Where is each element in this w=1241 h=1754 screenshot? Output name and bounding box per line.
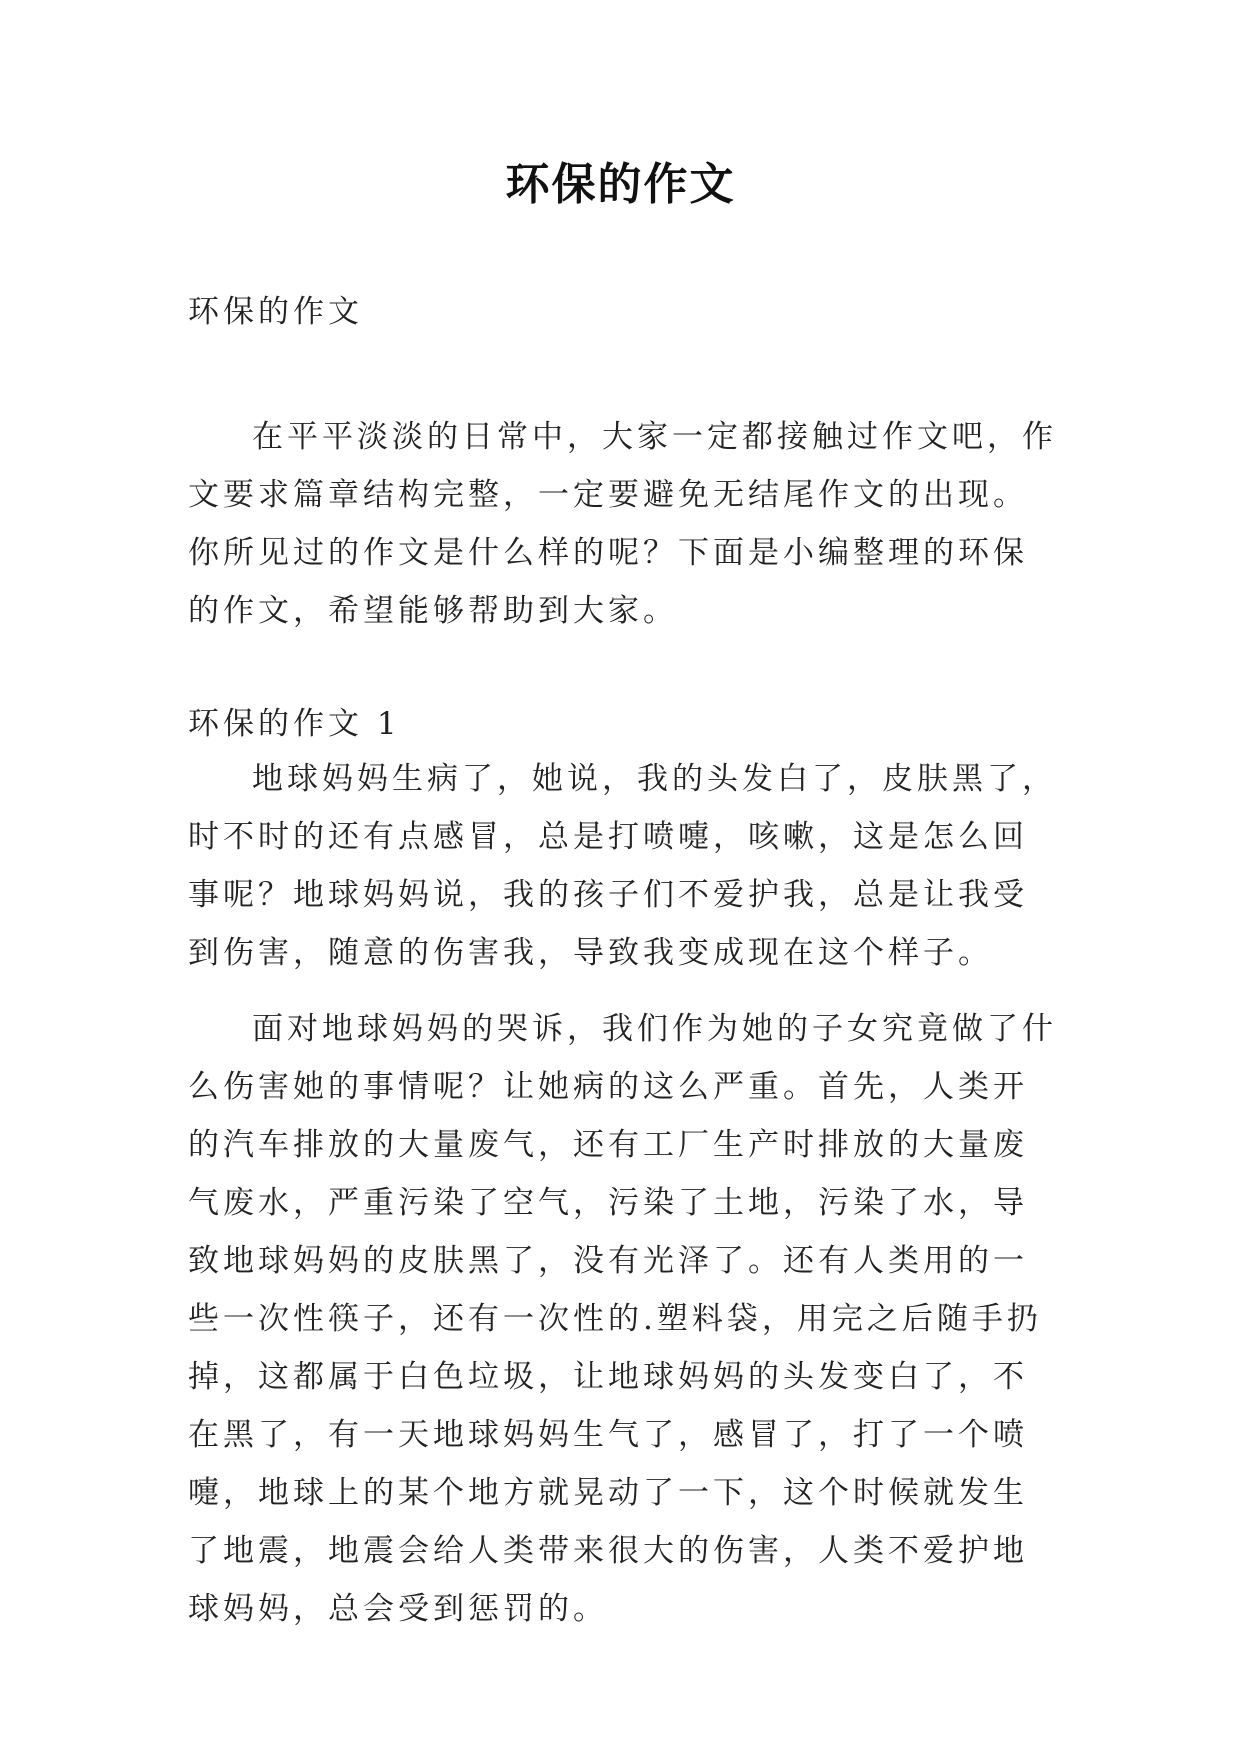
document-subtitle: 环保的作文 <box>188 294 363 330</box>
section-heading: 环保的作文 1 <box>188 706 401 742</box>
section-paragraph: 面对地球妈妈的哭诉，我们作为她的子女究竟做了什么伤害她的事情呢？让她病的这么严重。首先，人类开的汽车排放的大量废气，还有工厂生产时排放的大量废气废水，严重污染了空气，污染了土地，污染了水，导致地球妈妈的皮肤黑了，没有光泽了。还有人类用的一些一次性筷子，还有一次性的.塑料袋，用完之后随手扔掉，这都属于白色垃圾，让地球妈妈的头发变白了，不在黑了，有一天地球妈妈生气了，感冒了，打了一个喷嚏，地球上的某个地方就晃动了一下，这个时候就发生了地震，地震会给人类带来很大的伤害，人类不爱护地球妈妈，总会受到惩罚的。 <box>188 1011 1057 1627</box>
section-paragraph: 地球妈妈生病了，她说，我的头发白了，皮肤黑了，时不时的还有点感冒，总是打喷嚏，咳嗽，这是怎么回事呢？地球妈妈说，我的孩子们不爱护我，总是让我受到伤害，随意的伤害我，导致我变成现在这个样子。 <box>188 761 1057 971</box>
document-title: 环保的作文 <box>505 159 736 210</box>
intro-paragraph: 在平平淡淡的日常中，大家一定都接触过作文吧，作文要求篇章结构完整，一定要避免无结尾作文的出现。你所见过的作文是什么样的呢？下面是小编整理的环保的作文，希望能够帮助到大家。 <box>188 419 1057 629</box>
